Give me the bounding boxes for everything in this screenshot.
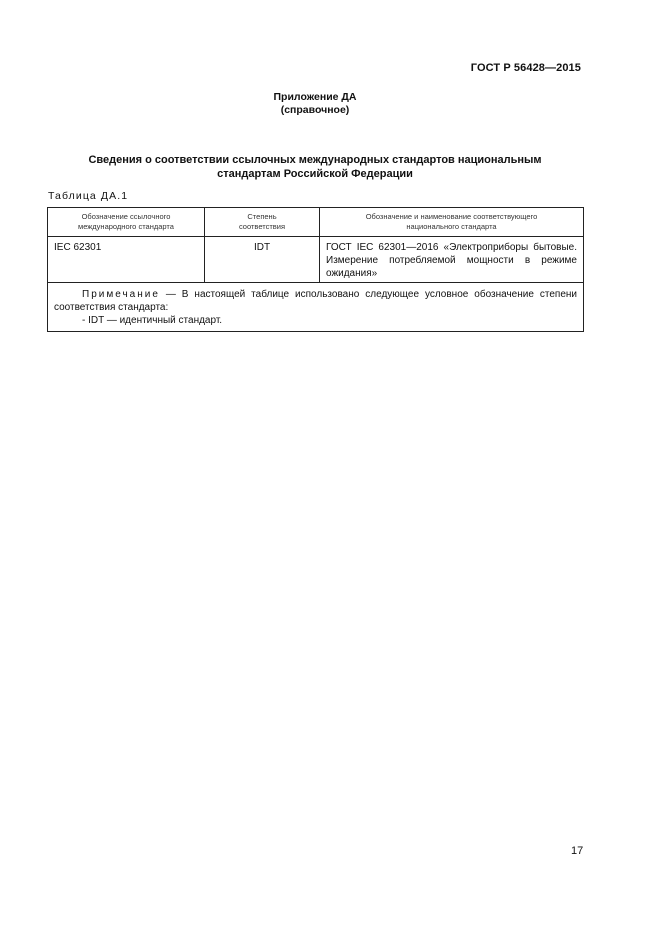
table-caption: Таблица ДА.1 bbox=[48, 190, 129, 202]
table-row bbox=[48, 237, 584, 283]
page-number: 17 bbox=[571, 845, 584, 857]
header-degree-line2: соответствия bbox=[238, 222, 286, 231]
note-text bbox=[54, 288, 577, 314]
table-header-row bbox=[48, 208, 584, 237]
header-designation bbox=[48, 208, 205, 237]
header-national-standard bbox=[320, 208, 584, 237]
document-code: ГОСТ Р 56428—2015 bbox=[470, 62, 581, 74]
note-list-item: - IDT — идентичный стандарт. bbox=[82, 315, 223, 326]
header-degree bbox=[205, 208, 320, 237]
section-title-line1: Сведения о соответствии ссылочных международных стандартов национальным bbox=[88, 154, 542, 166]
appendix-title: Приложение ДА bbox=[273, 91, 357, 103]
note-body: — В настоящей таблице использовано следующее условное обозначение степени соответствия стандарта: bbox=[54, 289, 577, 313]
header-national-line2: национального стандарта bbox=[406, 222, 497, 231]
table-note bbox=[48, 283, 584, 332]
appendix-heading bbox=[0, 91, 630, 117]
appendix-subtitle: (справочное) bbox=[280, 104, 350, 116]
section-title-line2: стандартам Российской Федерации bbox=[217, 168, 413, 180]
cell-national-standard: ГОСТ IEC 62301—2016 «Электроприборы бытовые. Измерение потребляемой мощности в режиме ожидания» bbox=[320, 237, 584, 283]
correspondence-table bbox=[47, 207, 584, 332]
header-degree-line1: Степень bbox=[247, 211, 277, 221]
section-title bbox=[48, 153, 582, 181]
header-designation-line2: международного стандарта bbox=[78, 222, 174, 231]
note-label: Примечание bbox=[82, 289, 160, 300]
header-national-line1: Обозначение и наименование соответствующего bbox=[365, 211, 538, 221]
header-designation-line1: Обозначение ссылочного bbox=[81, 211, 171, 221]
cell-designation: IEC 62301 bbox=[48, 237, 205, 283]
table-note-row bbox=[48, 283, 584, 332]
cell-degree: IDT bbox=[205, 237, 320, 283]
